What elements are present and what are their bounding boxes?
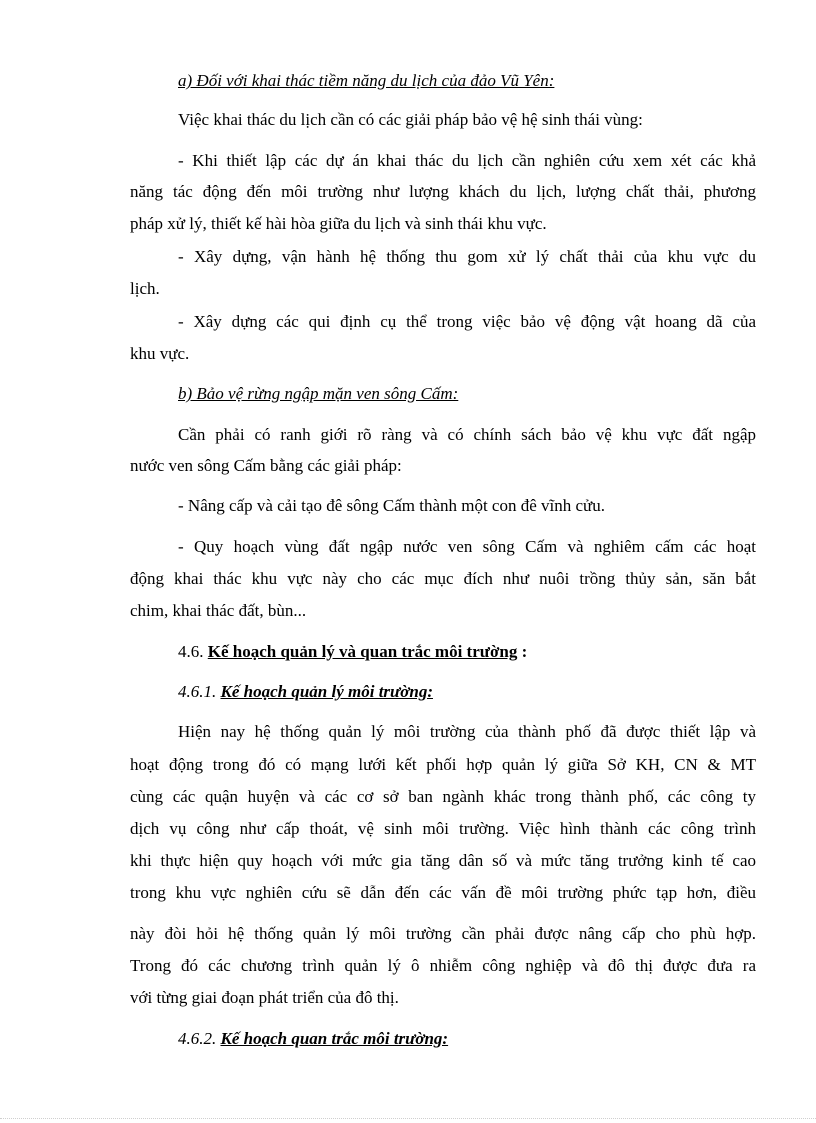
paragraph-line: khi thực hiện quy hoạch với mức gia tăng dân số và mức tăng trưởng kinh tế cao — [130, 851, 756, 870]
paragraph-line: - Xây dựng các qui định cụ thể trong việc bảo vệ động vật hoang dã của — [178, 312, 756, 331]
paragraph-line: động khai thác khu vực này cho các mục đích như nuôi trồng thủy sản, săn bắt — [130, 569, 756, 588]
section-suffix: : — [517, 642, 528, 661]
section-title: Kế hoạch quan trắc môi trường: — [220, 1029, 449, 1048]
paragraph-line: - Khi thiết lập các dự án khai thác du lịch cần nghiên cứu xem xét các khả — [178, 151, 756, 170]
paragraph-a-intro: Việc khai thác du lịch cần có các giải pháp bảo vệ hệ sinh thái vùng: — [178, 110, 643, 129]
paragraph-line: dịch vụ công như cấp thoát, vệ sinh môi trường. Việc hình thành các công trình — [130, 819, 756, 838]
heading-4-6 — [178, 641, 527, 663]
heading-b: b) Bảo vệ rừng ngập mặn ven sông Cấm: — [178, 384, 459, 403]
paragraph-line: hoạt động trong đó có mạng lưới kết phối hợp quản lý giữa Sở KH, CN & MT — [130, 755, 756, 774]
paragraph-line: cùng các quận huyện và các cơ sở ban ngành khác trong thành phố, các công ty — [130, 787, 756, 806]
paragraph-line: này đòi hỏi hệ thống quản lý môi trường cần phải được nâng cấp cho phù hợp. — [130, 924, 756, 943]
page-bottom-divider — [0, 1118, 816, 1119]
paragraph-line: Trong đó các chương trình quản lý ô nhiễm công nghiệp và đô thị được đưa ra — [130, 956, 756, 975]
section-number: 4.6. — [178, 642, 204, 661]
paragraph-line: trong khu vực nghiên cứu sẽ dẫn đến các vấn đề môi trường phức tạp hơn, điều — [130, 883, 756, 902]
paragraph-line: với từng giai đoạn phát triển của đô thị. — [130, 988, 399, 1007]
section-number: 4.6.1. — [178, 682, 217, 701]
paragraph-line: năng tác động đến môi trường như lượng khách du lịch, lượng chất thải, phương — [130, 182, 756, 201]
section-number: 4.6.2. — [178, 1029, 217, 1048]
paragraph-line: nước ven sông Cấm bằng các giải pháp: — [130, 456, 402, 475]
section-title: Kế hoạch quản lý và quan trắc môi trường — [207, 642, 518, 661]
section-title: Kế hoạch quản lý môi trường: — [220, 682, 433, 701]
heading-4-6-1 — [178, 681, 433, 703]
paragraph-line: - Xây dựng, vận hành hệ thống thu gom xử lý chất thải của khu vực du — [178, 247, 756, 266]
paragraph-line: Cần phải có ranh giới rõ ràng và có chính sách bảo vệ khu vực đất ngập — [178, 425, 756, 444]
heading-4-6-2 — [178, 1028, 448, 1050]
paragraph-line: chim, khai thác đất, bùn... — [130, 601, 307, 620]
paragraph-line: Hiện nay hệ thống quản lý môi trường của thành phố đã được thiết lập và — [178, 722, 756, 741]
paragraph-line: lịch. — [130, 279, 160, 298]
paragraph-line: pháp xử lý, thiết kế hài hòa giữa du lịch và sinh thái khu vực. — [130, 214, 547, 233]
heading-a: a) Đối với khai thác tiềm năng du lịch của đảo Vũ Yên: — [178, 71, 555, 90]
paragraph-line: khu vực. — [130, 344, 190, 363]
paragraph-b-item1: - Nâng cấp và cải tạo đê sông Cấm thành một con đê vĩnh cửu. — [178, 496, 606, 515]
paragraph-line: - Quy hoạch vùng đất ngập nước ven sông Cấm và nghiêm cấm các hoạt — [178, 537, 756, 556]
